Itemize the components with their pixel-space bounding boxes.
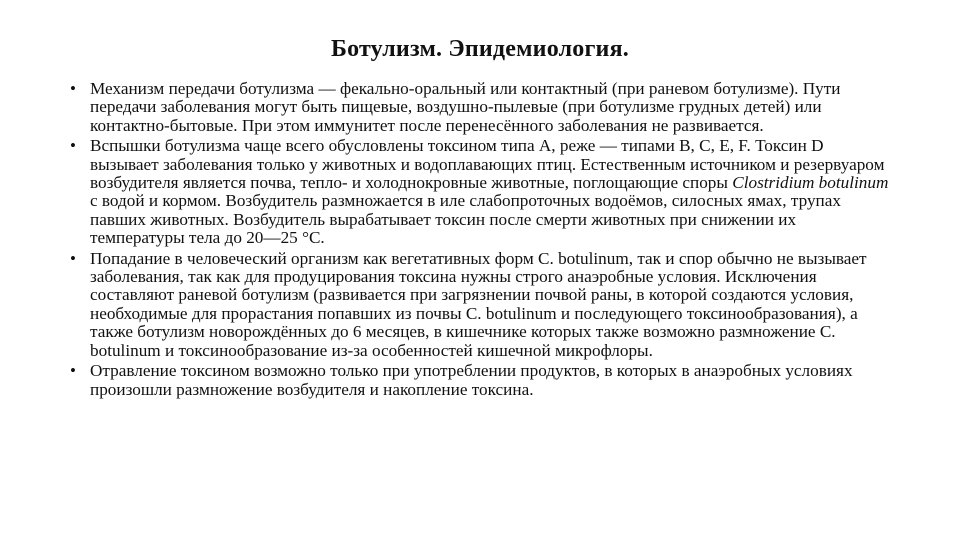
slide-title: Ботулизм. Эпидемиология.: [331, 36, 629, 62]
bullet-item-poisoning: [68, 362, 890, 399]
bullet-item-entry: [68, 250, 890, 360]
bullet-text-before: Вспышки ботулизма чаще всего обусловлены токсином типа А, реже — типами В, С, Е, F. Токсин D вызывает заболевания только у животных и водоплавающих птиц. Естественным источником и резервуаром возбудителя является почва, тепло- и холоднокровные животные, поглощающие споры: [90, 136, 885, 193]
bullet-dot-icon: •: [70, 79, 76, 98]
bullet-text: Попадание в человеческий организм как вегетативных форм C. botulinum, так и спор обычно не вызывает заболевания, так как для продуцирования токсина нужны строго анаэробные условия. Исключения составляют раневой ботулизм (развивается при загрязнении почвой раны, в которой создаются условия, необходимые для прорастания попавших из почвы C. botulinum и последующего токсинообразования), а также ботулизм новорождённых до 6 месяцев, в кишечнике которых также возможно размножение C. botulinum и токсинообразование из-за особенностей кишечной микрофлоры.: [90, 248, 867, 360]
bullet-text: Отравление токсином возможно только при употреблении продуктов, в которых в анаэробных условиях произошли размножение возбудителя и накопление токсина.: [90, 361, 853, 399]
bullet-text: Механизм передачи ботулизма — фекально-оральный или контактный (при раневом ботулизме). Пути передачи заболевания могут быть пищевые, воздушно-пылевые (при ботулизме грудных детей) или контактно-бытовые. При этом иммунитет после перенесённого заболевания не развивается.: [90, 79, 841, 135]
bullet-text: [90, 136, 888, 247]
bullet-dot-icon: •: [70, 248, 76, 268]
bullet-dot-icon: •: [70, 136, 76, 156]
bullet-dot-icon: •: [70, 361, 76, 381]
bullet-item-transmission: [68, 80, 890, 135]
bullet-text-italic-species: Clostridium botulinum: [732, 173, 889, 193]
bullet-text-after: с водой и кормом. Возбудитель размножается в иле слабопроточных водоёмов, силосных ямах, трупах павших животных. Возбудитель вырабатывает токсин после смерти животных при снижении их температуры тела до 20—25 °С.: [90, 191, 841, 248]
bullet-item-outbreaks: [68, 137, 890, 247]
bullet-list: [68, 80, 890, 401]
